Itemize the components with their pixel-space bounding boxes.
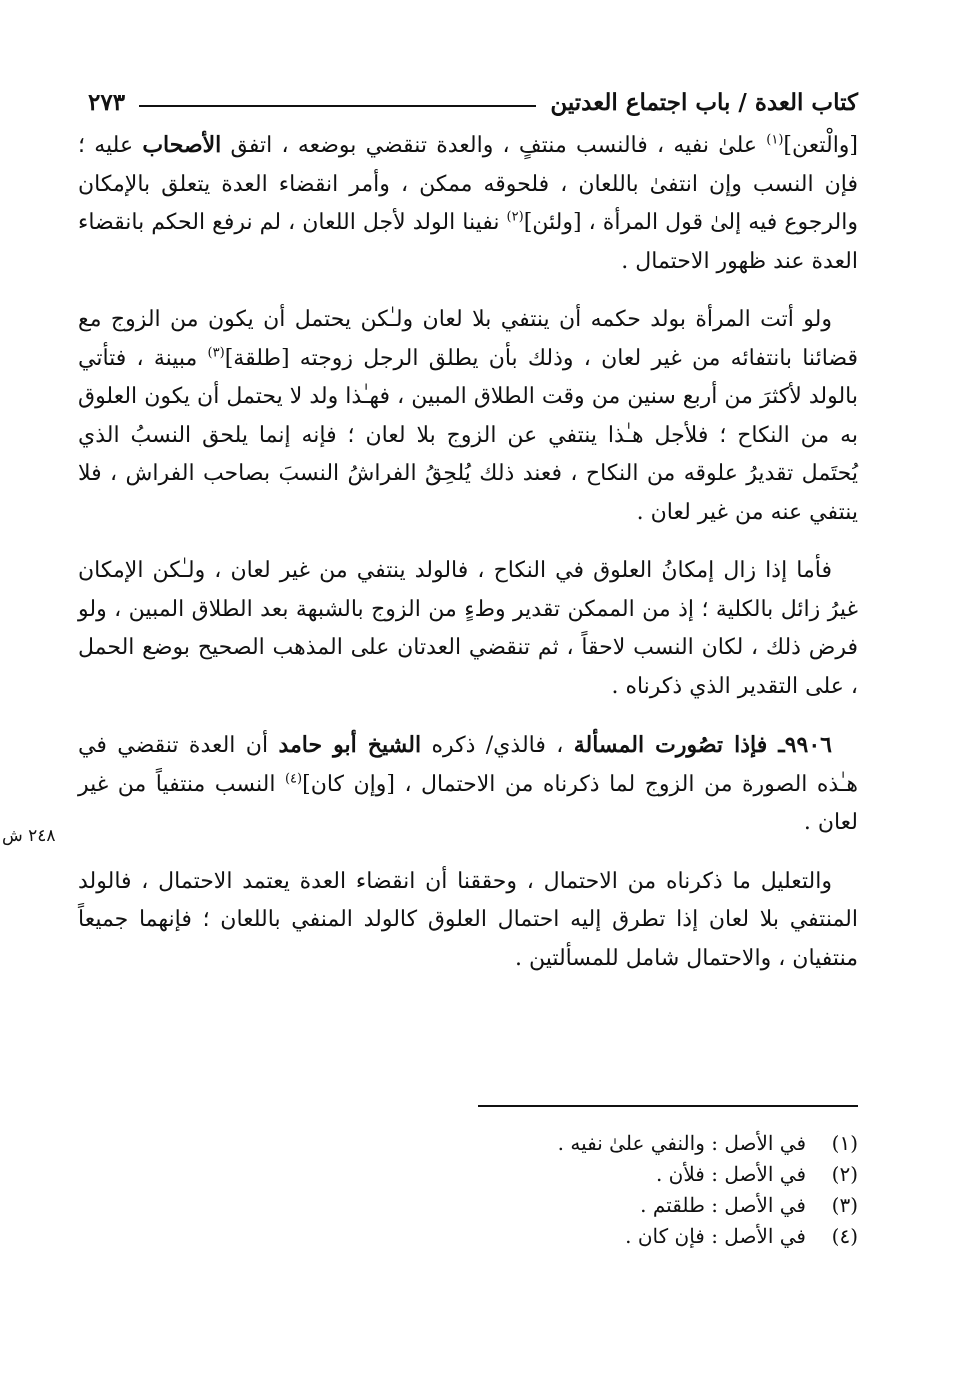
footnote-text: في الأصل : فلأن .	[655, 1162, 806, 1186]
margin-folio-note: ٢٤٨ ش	[2, 826, 56, 846]
footnote-text: في الأصل : فإن كان .	[625, 1224, 806, 1248]
text-segment: فأما إذا زال إمكانُ العلوق في النكاح ، فالولد ينتفي من غير لعان ، ولـٰكن الإمكان غيرُ زائل بالكلية ؛ إذ من الممكن تقدير وطءٍ من الزوج بالشبهة بعد الطلاق المبين ، ولو فرض ذلك ، لكان النسب لاحقاً ، ثم تنقضي العدتان على المذهب الصحيح بوضع الحمل ، على التقدير الذي ذكرناه .	[78, 558, 858, 699]
bold-text: ٩٩٠٦ـ فإذا تصُورت المسألة	[573, 732, 832, 758]
text-segment: النسب منتفياً من غير لعان .	[78, 771, 858, 835]
footnotes	[300, 1128, 858, 1252]
paragraph	[78, 863, 858, 979]
running-header	[88, 82, 858, 116]
text-segment: أن العدة تنقضي في هـٰذه الصورة من الزوج لما ذكرناه من الاحتمال ، [وإن كان]	[78, 733, 858, 797]
text-segment: نفينا الولد لأجل اللعان ، لم نرفع الحكم بانقضاء العدة عند ظهور الاحتمال .	[78, 210, 858, 274]
footnote-number: (٤)	[831, 1224, 858, 1248]
footnote-item	[300, 1128, 858, 1159]
page-number: ٢٧٣	[88, 89, 126, 116]
paragraph	[78, 126, 858, 281]
footnote-item	[300, 1221, 858, 1252]
text-segment: [والْتعن]	[783, 133, 859, 158]
footnote-number: (٢)	[831, 1162, 858, 1186]
footnote-ref: (٣)	[207, 345, 225, 361]
text-segment: ولو أتت المرأة بولد حكمه أن ينتفي بلا لعان ولـٰكن يحتمل أن يكون من الزوج مع قضائنا بانتفائه من غير لعان ، وذلك بأن يطلق الرجل زوجته [طلقة]	[78, 307, 858, 371]
footnote-ref: (٢)	[506, 209, 524, 225]
footnote-number: (٣)	[831, 1193, 858, 1217]
book-title: كتاب العدة / باب اجتماع العدتين	[550, 89, 858, 116]
text-segment: مبينة ، فتأتي بالولد لأكثرَ من أربع سنين من وقت الطلاق المبين ، فهـٰذا ولد لا يحتمل أن يكون العلوق به من النكاح ؛ فلأجل هـٰذا ينتفي عن الزوج بلا لعان ؛ فإنه إنما يلحق النسبُ الذي يُحتَمل تقديرُ علوقه من النكاح ، فعند ذلك يُلحِقُ الفراشُ النسبَ بصاحب الفراش ، فلا ينتفي عنه من غير لعان .	[78, 345, 858, 525]
footnote-ref: (١)	[766, 132, 784, 148]
text-segment: ، فالذي/ ذكره	[421, 733, 574, 758]
paragraph	[78, 726, 858, 843]
bold-text: الأصحاب	[142, 132, 222, 158]
header-rule	[139, 105, 536, 107]
text-segment: عليه ؛ فإن النسب وإن انتفىٰ باللعان ، فلحوقه ممكن ، وأمر انقضاء العدة يتعلق بالإمكان والرجوع فيه إلىٰ قول المرأة ، [ولئن]	[78, 133, 858, 235]
text-segment: والتعليل ما ذكرناه من الاحتمال ، وحققنا أن انقضاء العدة يعتمد الاحتمال ، فالولد المنتفي بلا لعان إذا تطرق إليه احتمال العلوق كالولد المنفي باللعان ؛ فإنهما جميعاً منتفيان ، والاحتمال شامل للمسألتين .	[78, 868, 858, 971]
footnote-separator	[478, 1105, 858, 1107]
footnote-number: (١)	[831, 1131, 858, 1155]
paragraph	[78, 301, 858, 532]
paragraph	[78, 552, 858, 706]
text-segment: علىٰ نفيه ، فالنسب منتفٍ ، والعدة تنقضي بوضعه ، اتفق	[221, 133, 767, 158]
footnote-text: في الأصل : والنفي علىٰ نفيه .	[557, 1131, 806, 1155]
bold-text: الشيخ أبو حامد	[278, 732, 422, 758]
footnote-text: في الأصل : طلقتم .	[640, 1193, 806, 1217]
footnote-item	[300, 1190, 858, 1221]
footnote-ref: (٤)	[284, 771, 303, 787]
main-text	[78, 126, 858, 998]
footnote-item	[300, 1159, 858, 1190]
